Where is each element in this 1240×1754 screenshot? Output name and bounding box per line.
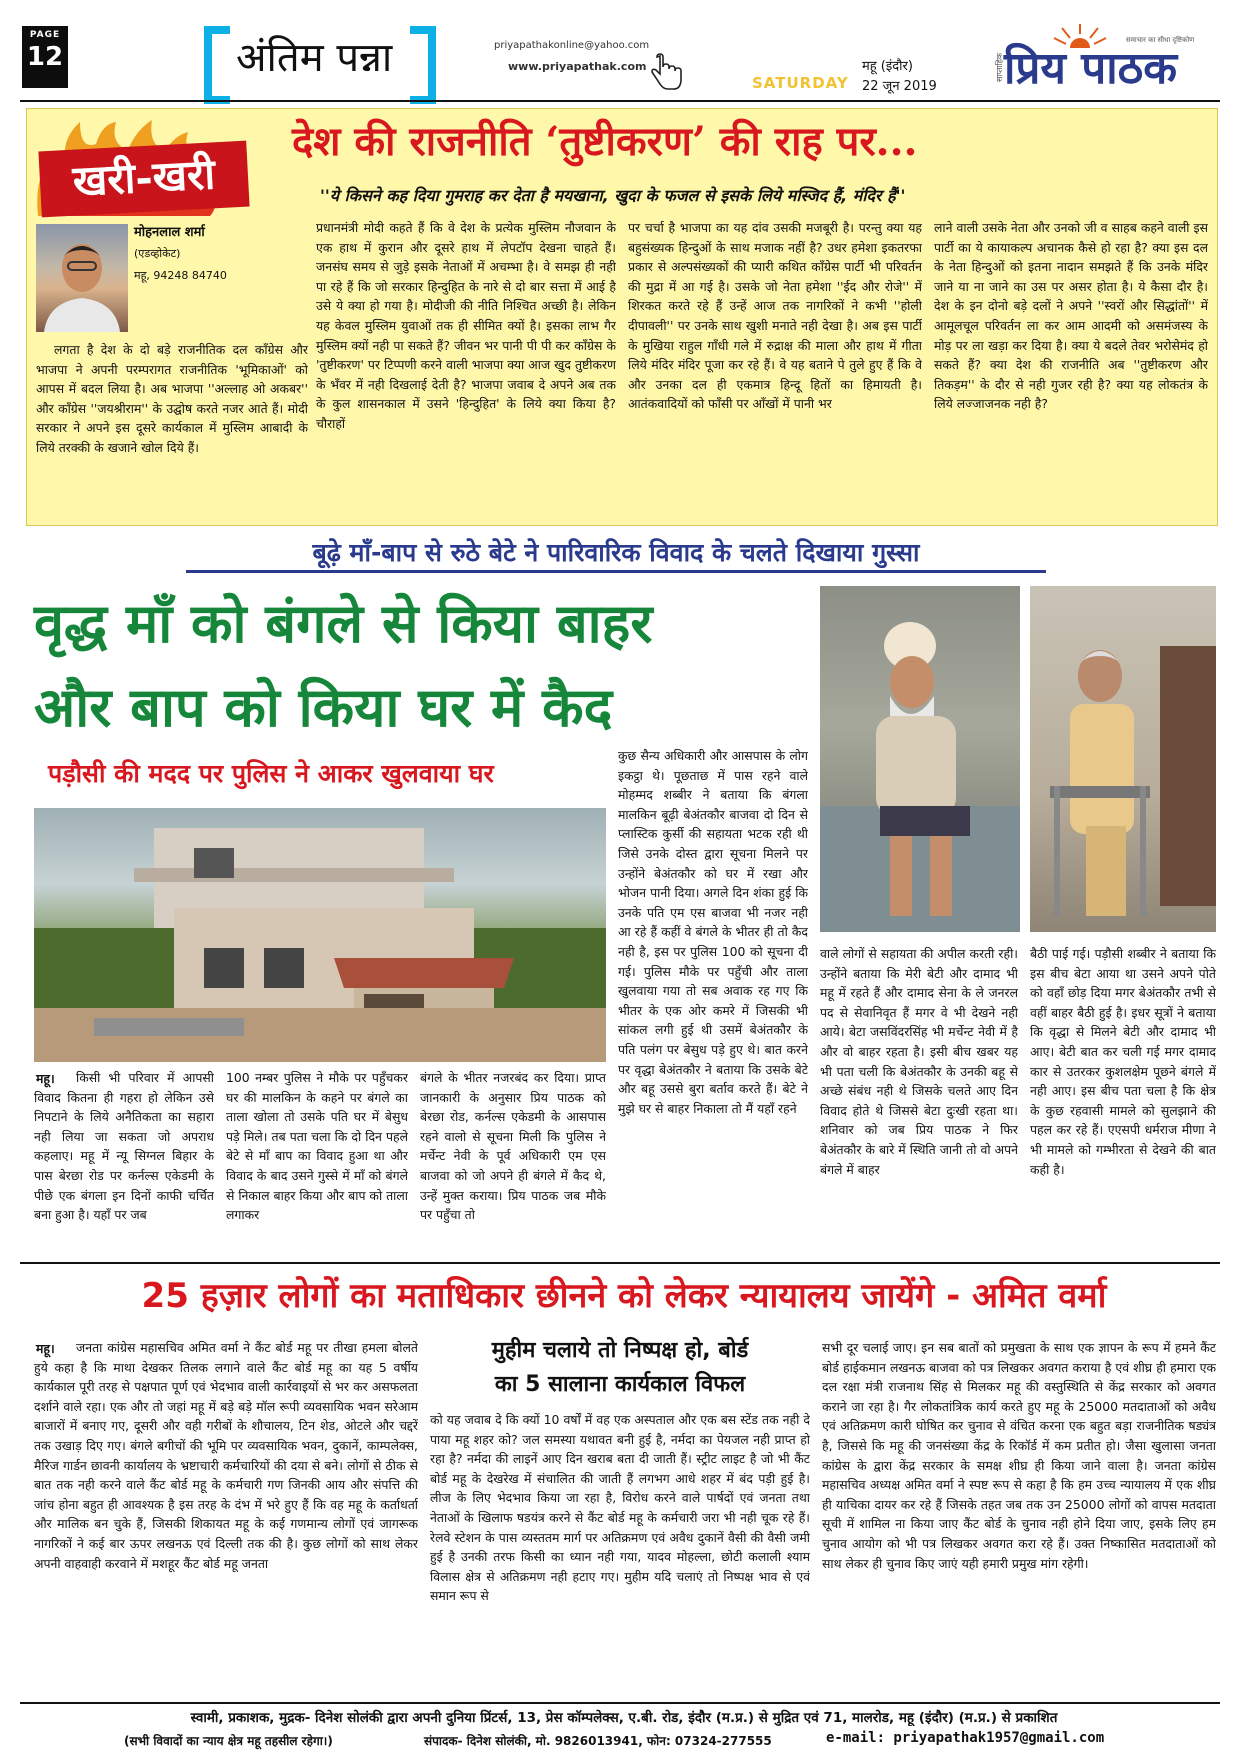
story1-headline-line2: और बाप को किया घर में कैद — [34, 676, 613, 739]
story2-column-3-text: सभी दूर चलाई जाए। इन सब बातों को प्रमुखता के साथ एक ज्ञापन के रूप में हमने कैंट बोर्ड हाईकमान लखनऊ बाजवा को पत्र लिखकर अवगत कराया है एवं शीघ्र ही हमारा एक दल रक्षा मंत्री राजनाथ सिंह से मिलकर महू की वस्तुस्थिति से केंद्र सरकार को अवगत कराने जा रहा है। गैर लोकतांत्रिक कार्य करते हुए महू के 25000 मतदाताओं को अवैध एवं अतिक्रमण कारी घोषित कर चुनाव से वंचित करना एक बहुत बड़ा राजनीतिक षड्यंत्र है, जिससे कि महू की जनसंख्या केंद्र के रिकॉर्ड में कम प्रतीत हो। जैसा खुलासा जनता कांग्रेस के द्वारा केंद्र सरकार के समक्ष शीघ्र ही किया जाने वाला है। जनता कांग्रेस महासचिव अध्यक्ष अमित वर्मा ने स्पष्ट रूप से कहा है कि हम उच्च न्यायालय में एक शीघ्र ही याचिका दायर कर रहे हैं जिसके तहत जब तक उन 25000 लोगों को वापस मतदाता सूची में शामिल ना किया जाए कैंट बोर्ड के चुनाव नही होने दिया जाए, इसके लिए हम चुनाव आयोग को भी पत्र लिखकर अवगत करा रहे हैं। उक्त निष्कासित मतदाताओं को साथ लेकर ही चुनाव किए जाएं यही हमारी प्रमुख मांग रहेगी। — [822, 1340, 1216, 1571]
story2-inset-headline-1: मुहीम चलाये तो निष्पक्ष हो, बोर्ड — [491, 1338, 749, 1363]
story1-column-2-text: 100 नम्बर पुलिस ने मौके पर पहुँचकर घर की मालकिन के कहने पर बंगले का ताला खोला तो उसके पति घर में बेसुध पड़े मिले। तब पता चला कि दो दिन पहले बेटे से माँ बाप का विवाद हुआ था और विवाद के बाद उसने गुस्से में माँ को बंगले से निकाल बाहर किया और बाप को ताला लगाकर — [226, 1070, 408, 1223]
section-bracket-right — [410, 26, 436, 104]
story1-column-5 — [820, 944, 1018, 1248]
author-portrait-icon — [36, 224, 128, 332]
editorial-quote: ''ये किसने कह दिया गुमराह कर देता है मयखाना, खुदा के फजल से इसके लिये मस्जिद हैं, मंदिर हैं'' — [320, 186, 906, 205]
contact-website[interactable]: www.priyapathak.com — [508, 60, 647, 73]
section-title: अंतिम पन्ना — [236, 35, 393, 81]
bungalow-photo — [34, 808, 606, 1062]
story1-column-1-text: किसी भी परिवार में आपसी विवाद कितना ही गहरा हो लेकिन उसे निपटाने के लिये अनैतिकता का सहारा नही लिया जा सकता जो अपराध कहलाए। महू में न्यू सिग्नल बिहार के पास बेरछा रोड पर कर्नल्स एकेडमी के पीछे एक बंगला इन दिनों काफी चर्चित बना हुआ है। यहाँ पर जब — [34, 1070, 214, 1223]
editorial-badge: खरी-खरी — [38, 141, 249, 218]
editorial-column-3-text: पर चर्चा है भाजपा का यह दांव उसकी मजबूरी है। परन्तु क्या यह बहुसंख्यक हिन्दुओं के साथ मजाक नहीं है? उधर हमेशा इकतरफा प्रकार से अल्पसंख्यकों की प्यारी कथित कॉंग्रेस पार्टी भी परिवर्तन की मुद्रा में आ गई है। उसके जो नेता हमेशा ''ईद और रोजे'' में शिरकत करते रहे हैं उन्हें आज तक नागरिकों ने कभी ''होली दीपावली'' पर उनके साथ खुशी मनाते नही देखा है। अब इस पार्टी के मुखिया राहुल गाँधी गले में रुद्राक्ष की माला और हाथ में गीता लिये मंदिर मंदिर पूजा कर रहे हैं। वे यह बताने पे तुले हुए हैं कि वे और उनका दल ही एकमात्र हिन्दू हितों का हिमायती है। आतंकवादियों को फाँसी पर ऑंखों में पानी भर — [628, 220, 922, 412]
story1-headline-line1: वृद्ध माँ को बंगले से किया बाहर — [34, 592, 653, 655]
footer-editor: संपादक- दिनेश सोलंकी, मो. 9826013941, फोन: 07324-277555 — [424, 1734, 772, 1748]
editorial-column-3 — [628, 218, 922, 508]
mother-photo — [1030, 586, 1216, 932]
editorial-column-4-text: लाने वाली उसके नेता और उनको जी व साहब कहने वाली इस पार्टी का ये कायाकल्प अचानक कैसे हो रहा है? क्या इस दल के नेता हिन्दुओं को इतना नादान समझते हैं कि उनके मंदिर जाने या ना जाने का उस पर असर होता है। ये कैसा दौर है। देश के इन दोनो बड़े दलों ने अपने ''स्वरों और सिद्धांतों'' में आमूलचूल परिवर्तन ला कर आम आदमी को असमंजस्य के मोड़ पर ला खड़ा कर दिया है। क्या ये बदले तेवर भरोसेमंद हो सकते हैं? क्या देश की राजनीति अब ''तुष्टीकरण और तिकड़म'' के दौर से नही गुजर रही है? क्या यह लोकतंत्र के लिये लज्जाजनक नही है? — [934, 220, 1208, 412]
story1-column-6 — [1030, 944, 1216, 1248]
date-label: 22 जून 2019 — [862, 79, 937, 94]
day-label: SATURDAY — [752, 74, 849, 92]
story1-column-4-text: कुछ सैन्य अधिकारी और आसपास के लोग इकट्ठा थे। पूछताछ में पास रहने वाले मोहम्मद शब्बीर ने बताया कि बंगला मालकिन बूढ़ी बेअंतकौर बाजवा दो दिन से प्लास्टिक कुर्सी की सहायता भटक रही थी जिसे उनके दोस्त द्वारा सूचना मिलने पर उन्होंने बेअंतकौर को घर में रखा और भोजन पानी दिया। अगले दिन शंका हुई कि उनके पति एम एस बाजवा भी नजर नही आ रहे हैं कहीं वे बंगले के भीतर ही तो कैद नही है, इस पर पुलिस 100 को सूचना दी गई। पुलिस मौके पर पहुँची और ताला खुलवाया गया तो सब अवाक रह गए कि भीतर के एक ओर कमरे में जिसकी भी सांकल लगी हुई थी उसमें बेअंतकौर के पति पलंग पर बेसुध पड़े हुए थे। बात करने पर वृद्धा बेअंतकौर ने बताया कि उसके बेटे और बहू उससे बुरा बर्ताव करते हैं। बेटे ने मुझे घर से बाहर निकाला तो मैं यहाँ रहने — [618, 748, 808, 1116]
footer-jurisdiction: (सभी विवादों का न्याय क्षेत्र महू तहसील रहेगा।) — [124, 1734, 333, 1748]
editorial-column-2-text: प्रधानमंत्री मोदी कहते हैं कि वे देश के प्रत्येक मुस्लिम नौजवान के एक हाथ में कुरान और दूसरे हाथ में लेपटॉप देखना चाहते हैं। जनसंघ समय से जुड़े इसके नेताओं में अचम्भा है। वे समझ ही नही पा रहे हैं कि जो सरकार हिन्दुहित के नारे से दो बार सत्ता में आई है उसे ये क्या हो गया है। मोदीजी की नीति निश्चित अच्छी है। लेकिन यह केवल मुस्लिम युवाओं तक ही सीमित क्यों है। इसका लाभ गैर मुस्लिम क्यों नही पा सकते हैं? जीवन भर पानी पी पी कर कॉंग्रेस के 'तुष्टीकरण' पर टिप्पणी करने वाली भाजपा क्या आज खुद तुष्टीकरण के भँवर में नही दिखलाई देती है? भाजपा जवाब दे अपने अब तक के कुल शासनकाल में उसने 'हिन्दुहित' के लिये क्या किया है? चौराहों — [316, 220, 616, 431]
story1-column-4 — [618, 746, 808, 1248]
pointer-hand-icon — [650, 52, 684, 92]
editorial-column-1-text: लगता है देश के दो बड़े राजनीतिक दल कॉंग्रेस और भाजपा ने अपनी परम्परागत राजनीतिक 'भूमिकाओं' को आपस में बदल लिया है। अब भाजपा ''अल्लाह ओ अकबर'' और कॉंग्रेस ''जयश्रीराम'' के उद्घोष करते नजर आते हैं। मोदी सरकार ने अपने इस दूसरे कार्यकाल में मुस्लिम आबादी के लिये तरक्की के खजाने खोल दिये हैं। — [36, 342, 308, 455]
footer-email[interactable]: e-mail: priyapathak1957@gmail.com — [826, 1730, 1105, 1746]
contact-email[interactable]: priyapathakonline@yahoo.com — [494, 40, 650, 51]
story1-dateline: महू। — [36, 1071, 55, 1086]
paper-tagline: समाचार का सीधा दृष्टिकोण — [1126, 36, 1195, 44]
story2-headline: 25 हज़ार लोगों का मताधिकार छीनने को लेकर न्यायालय जायेंगे - अमित वर्मा — [141, 1276, 1107, 1316]
story1-subhead: पड़ौसी की मदद पर पुलिस ने आकर खुलवाया घर — [48, 759, 494, 788]
story-divider — [20, 1262, 1220, 1264]
page-label: PAGE — [29, 30, 61, 40]
story1-column-3-text: बंगले के भीतर नजरबंद कर दिया। प्राप्त जानकारी के अनुसार प्रिय पाठक को बेरछा रोड, कर्नल्स एकेडमी के आसपास रहने वालो से सूचना मिली कि पुलिस ने मर्चेन्ट नेवी के पूर्व अधिकारी एम एस बाजवा को जो अपने ही बंगले में कैद थे, उन्हें मुक्त कराया। प्रिय पाठक जब मौके पर पहुँचा तो — [420, 1070, 606, 1223]
author-role: (एडव्होकेट) — [134, 247, 181, 260]
story2-inset-headline-2: का 5 सालाना कार्यकाल विफल — [494, 1372, 746, 1397]
page-number: 12 — [26, 42, 64, 72]
story2-column-1-text: जनता कांग्रेस महासचिव अमित वर्मा ने कैंट बोर्ड महू पर तीखा हमला बोलते हुये कहा है कि माथा देखकर तिलक लगाने वाले कैंट बोर्ड महू का यह 5 वर्षीय कार्यकाल पूरी तरह से पक्षपात पूर्ण एवं भेदभाव वाली कार्रवाइयों से भर कर असफलता दर्शाने वाले रहा। एक और तो जहां महू में बड़े बड़े मॉल रूपी व्यवसायिक भवन सरेआम बाजारों में बनाए गए, दूसरी और वही गरीबों के शौचालय, टिन शेड, ओटले और चद्दरें तक उखाड़ दिए गए। बंगले बगीचों की भूमि पर व्यवसायिक भवन, दुकानें, काम्पलेक्स, मैरिज गार्डन छावनी कार्यालय के भ्रष्टाचारी कर्मचारियों की दया से बने। लोगों से ठीक से बात तक नही करने वाले कैंट बोर्ड महू के कर्मचारी गण जिनकी आय और संपत्ति की जांच होना बहुत ही आवश्यक है इस तरह के दंभ में भरे हुए हैं कि वह महू के कर्ताधर्ता और मालिक बन चुके हैं, जिसकी शिकायत महू के कई गणमान्य लोगों एवं जागरूक नागरिकों ने कई बार ऊपर लखनऊ एवं दिल्ली तक की है। कुछ लोगों को साथ लेकर अपनी वाहवाही करवाने में मशहूर कैंट बोर्ड महू जनता — [34, 1340, 418, 1571]
paper-prefix: साप्ताहिक — [995, 52, 1004, 82]
author-name: मोहनलाल शर्मा — [134, 225, 205, 240]
editorial-column-4 — [934, 218, 1208, 508]
bungalow-illustration — [34, 808, 606, 1062]
section-bracket-left — [204, 26, 230, 104]
father-photo — [820, 586, 1020, 932]
elderly-woman-illustration — [1030, 586, 1216, 932]
story2-column-3 — [822, 1338, 1216, 1694]
editorial-column-2 — [316, 218, 616, 508]
story2-column-2-text: को यह जवाब दे कि क्यों 10 वर्षों में वह एक अस्पताल और एक बस स्टेंड तक नही दे पाया महू शहर को? जल समस्या यथावत बनी हुई है, नर्मदा का पेयजल नही प्राप्त हो रहा है? नर्मदा की लाइनें आए दिन खराब बता दी जाती हैं। स्ट्रीट लाइट है जो भी कैंट बोर्ड महू के देखरेख में संचालित की जाती हैं लगभग आधे शहर में बंद पड़ी हुई है। लीज के लिए भेदभाव किया जा रहा है, विरोध करने वाले पार्षदों एवं जनता तथा नेताओं के खिलाफ षडयंत्र करने से कैंट बोर्ड महू के कर्मचारी जरा भी नही चूक रहे हैं। रेलवे स्टेशन के पास व्यस्ततम मार्ग पर अतिक्रमण एवं अवैध दुकानें वैसी की वैसी जमी हुई है उनकी तरफ किसी का ध्यान नही गया, यादव मोहल्ला, छोटी कलाली श्याम विलास क्षेत्र से अतिक्रमण नही हटाए गए। मुहीम यदि चलाएं तो निष्पक्ष भाव से एवं समान रूप से — [430, 1412, 810, 1604]
story2-column-1 — [34, 1338, 418, 1694]
elderly-man-illustration — [820, 586, 1020, 932]
author-contact: महू, 94248 84740 — [134, 269, 227, 282]
masthead-rule — [20, 100, 1220, 102]
page-number-box — [22, 26, 68, 88]
story2-dateline: महू। — [36, 1341, 55, 1356]
footer-rule — [20, 1702, 1220, 1704]
story1-column-5-text: वाले लोगों से सहायता की अपील करती रही। उन्होंने बताया कि मेरी बेटी और दामाद भी महू में रहते हैं और दामाद सेना के ले जनरल पद से सेवानिवृत हैं मगर वे भी देखने नही आये। बेटा जसविंदरसिंह भी मर्चेन्ट नेवी में है और वो बाहर रहता है। इसी बीच खबर यह भी पता चली कि बेअंतकौर के उनकी बहू से अच्छे संबंध नही थे जिसके चलते आए दिन विवाद होते थे जिससे बेटा दुःखी रहता था। शनिवार को जब प्रिय पाठक ने फिर बेअंतकौर के बारे में स्थिति जानी तो वो अपने बंगले में बाहर — [820, 946, 1018, 1177]
story1-column-6-text: बैठी पाई गई। पड़ौसी शब्बीर ने बताया कि इस बीच बेटा आया था उसने अपने पोते को वहाँ छोड़ दिया मगर बेअंतकौर तभी से वहीं बाहर बैठी हुई है। इधर सूत्रों ने बताया कि वृद्धा से मिलने बेटी और दामाद भी आए। बेटी बात कर चली गई मगर दामाद कार से उतरकर कुशलक्षेम पूछने बंगले में नही आए। इस बीच पता चला है कि क्षेत्र के कुछ रहवासी मामले को सुलझाने की पहल कर रहे हैं। एएसपी धर्मराज मीणा ने भी मामले को गम्भीरता से देखने की बात कही है। — [1030, 946, 1216, 1177]
story1-column-2 — [226, 1068, 408, 1248]
footer-imprint: स्वामी, प्रकाशक, मुद्रक- दिनेश सोलंकी द्वारा अपनी दुनिया प्रिंटर्स, 13, प्रेस कॉम्पलेक्स, ए.बी. रोड, इंदौर (म.प्र.) से मुद्रित एवं 71, मालरोड, महू (इंदौर) (म.प्र.) से प्रकाशित — [190, 1710, 1058, 1726]
story2-column-2 — [430, 1410, 810, 1694]
story1-column-3 — [420, 1068, 606, 1248]
story1-column-1 — [34, 1068, 214, 1248]
paper-name-logo: प्रिय पाठक — [1004, 43, 1178, 94]
place-label: महू (इंदौर) — [862, 59, 913, 74]
editorial-headline: देश की राजनीति ‘तुष्टीकरण’ की राह पर... — [292, 118, 918, 165]
editorial-column-1 — [36, 340, 308, 504]
author-photo — [36, 224, 128, 332]
story1-kicker: बूढ़े माँ-बाप से रुठे बेटे ने पारिवारिक विवाद के चलते दिखाया गुस्सा — [186, 536, 1046, 573]
